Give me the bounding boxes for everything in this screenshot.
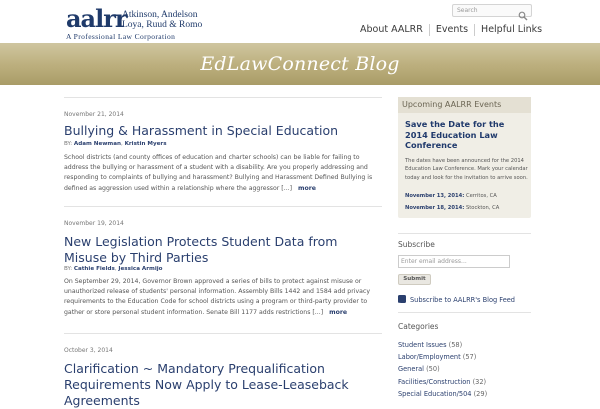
category-list (398, 341, 531, 402)
read-more-link[interactable]: more (298, 184, 316, 192)
logo-firm-name: Atkinson, Andelson Loya, Ruud & Romo (122, 10, 203, 30)
email-field[interactable] (398, 255, 510, 268)
logo-mark: aalrr (66, 4, 127, 33)
event-description: The dates have been announced for the 2014 Education Law Conference. Mark your calendar today and look for the invitation to arrive soon. (405, 158, 528, 181)
subscribe-heading: Subscribe (398, 240, 435, 249)
category-item[interactable]: Facilities/Construction (32) (398, 377, 487, 386)
post-byline: BY: Cathie Fields, Jessica Armijo (64, 266, 163, 272)
post-date: November 19, 2014 (64, 220, 124, 227)
search-box (452, 4, 532, 17)
events-heading: Upcoming AALRR Events (402, 100, 502, 109)
post-excerpt: School districts (and county offices of education and charter schools) can be liable for failing to address the bullying or harassment of a student with a disability. Are you properly addressing and responding to complaints of bullying and harassment? Bullying and Harassment Defined Bullying is defined as aggression used within a relationship where the aggressor [...] more (64, 154, 373, 192)
post-excerpt: On September 29, 2014, Governor Brown approved a series of bills to protect against misuse or unauthorized release of students' personal information. Assembly Bills 1442 and 1584 add privacy requirements to the Education Code for school districts using a program or third-party provider to gather or store personal student information. Senate Bill 1177 adds restrictions [...] more (64, 278, 370, 316)
events-panel (398, 97, 531, 218)
post-divider (64, 97, 382, 98)
events-panel-header (398, 97, 531, 113)
blog-title[interactable]: EdLawConnect Blog (200, 53, 400, 75)
category-item[interactable]: Labor/Employment (57) (398, 353, 477, 362)
nav-helpful-links[interactable]: Helpful Links (481, 24, 543, 35)
post-byline: BY: Adam Newman, Kristin Myers (64, 141, 167, 147)
sidebar-divider (398, 233, 531, 234)
category-item[interactable]: Special Education/504 (29) (398, 389, 488, 398)
event-date: November 18, 2014: Stockton, CA (405, 205, 500, 211)
post-title[interactable]: New Legislation Protects Student Data from Misuse by Third Parties (64, 234, 338, 265)
main-nav (360, 24, 548, 38)
post-title[interactable]: Clarification ~ Mandatory Prequalification Requirements Now Apply to Lease-Leaseback Agreements (64, 361, 349, 408)
sidebar-divider (398, 312, 531, 313)
post-date: November 21, 2014 (64, 111, 124, 118)
nav-about[interactable]: About AALRR (360, 24, 423, 35)
post-divider (64, 333, 382, 334)
event-date: November 13, 2014: Cerritos, CA (405, 193, 497, 199)
search-icon[interactable] (518, 6, 528, 16)
search-input[interactable] (455, 5, 517, 16)
logo-tagline: A Professional Law Corporation (66, 32, 176, 41)
submit-button[interactable]: Submit (398, 274, 431, 285)
rss-icon[interactable] (398, 295, 406, 303)
post-date: October 3, 2014 (64, 347, 113, 354)
post-title[interactable]: Bullying & Harassment in Special Education (64, 123, 339, 138)
rss-feed-link[interactable]: Subscribe to AALRR's Blog Feed (410, 296, 515, 304)
categories-heading: Categories (398, 322, 439, 331)
author-link[interactable]: Jessica Armijo (118, 266, 163, 272)
read-more-link[interactable]: more (329, 308, 348, 316)
blog-banner (0, 43, 600, 85)
author-link[interactable]: Kristin Myers (124, 141, 167, 147)
nav-events[interactable]: Events (435, 24, 469, 35)
author-link[interactable]: Adam Newman (73, 141, 121, 147)
category-item[interactable]: General (50) (398, 365, 440, 374)
post-divider (64, 206, 382, 207)
author-link[interactable]: Cathie Fields (73, 266, 115, 272)
site-header (0, 0, 600, 43)
event-title[interactable]: Save the Date for the 2014 Education Law Conference (405, 119, 505, 150)
category-item[interactable]: Student Issues (58) (398, 341, 463, 349)
